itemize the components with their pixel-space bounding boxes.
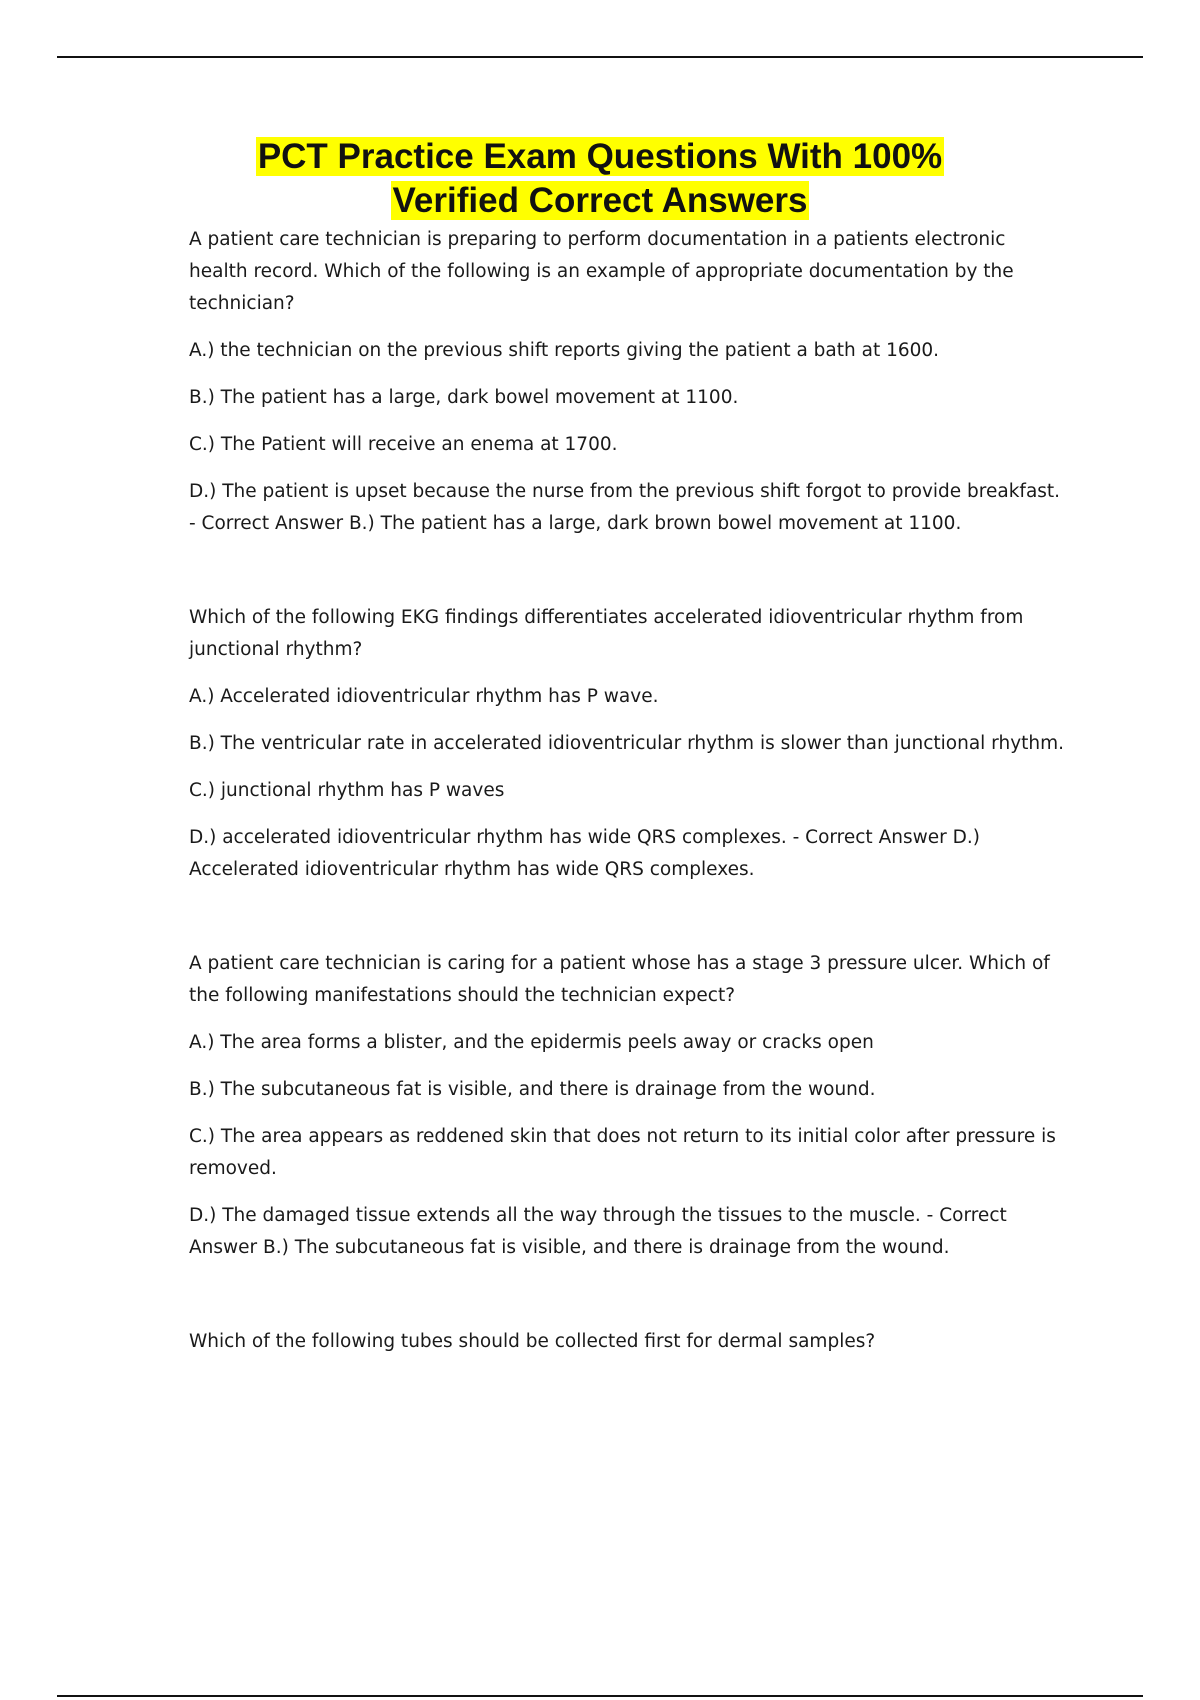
question-text: A patient care technician is preparing to perform documentation in a patients electronic health record. Which of the following is an example of appropriate documentation by the technician?	[189, 229, 1014, 314]
option-a: A.) the technician on the previous shift reports giving the patient a bath at 1600.	[189, 340, 940, 361]
option-b: B.) The subcutaneous fat is visible, and there is drainage from the wound.	[189, 1079, 876, 1100]
question-4	[189, 1326, 1069, 1358]
title-line-2: Verified Correct Answers	[392, 181, 808, 220]
top-rule	[57, 56, 1143, 58]
option-a: A.) Accelerated idioventricular rhythm has P wave.	[189, 686, 659, 707]
option-c: C.) The area appears as reddened skin that does not return to its initial color after pressure is removed.	[189, 1126, 1056, 1179]
option-b: B.) The patient has a large, dark bowel movement at 1100.	[189, 387, 739, 408]
document-title	[0, 135, 1200, 223]
question-text: Which of the following EKG findings differentiates accelerated idioventricular rhythm from junctional rhythm?	[189, 607, 1024, 660]
option-a: A.) The area forms a blister, and the epidermis peels away or cracks open	[189, 1032, 874, 1053]
option-b: B.) The ventricular rate in accelerated idioventricular rhythm is slower than junctional rhythm.	[189, 733, 1065, 754]
option-d-with-answer: D.) accelerated idioventricular rhythm has wide QRS complexes. - Correct Answer D.) Accelerated idioventricular rhythm has wide QRS complexes.	[189, 827, 980, 880]
option-c: C.) junctional rhythm has P waves	[189, 780, 505, 801]
document-body	[189, 224, 1069, 1373]
question-separator	[189, 555, 1069, 602]
question-separator	[189, 1279, 1069, 1326]
question-3	[189, 948, 1069, 1264]
question-separator	[189, 901, 1069, 948]
question-2	[189, 602, 1069, 886]
question-text: A patient care technician is caring for a patient whose has a stage 3 pressure ulcer. Which of the following manifestations should the technician expect?	[189, 953, 1050, 1006]
question-text: Which of the following tubes should be collected first for dermal samples?	[189, 1331, 876, 1352]
title-line-1: PCT Practice Exam Questions With 100%	[257, 137, 943, 176]
question-1	[189, 224, 1069, 540]
option-d-with-answer: D.) The patient is upset because the nurse from the previous shift forgot to provide breakfast. - Correct Answer B.) The patient has a large, dark brown bowel movement at 1100.	[189, 481, 1061, 534]
option-d-with-answer: D.) The damaged tissue extends all the way through the tissues to the muscle. - Correct Answer B.) The subcutaneous fat is visible, and there is drainage from the wound.	[189, 1205, 1007, 1258]
option-c: C.) The Patient will receive an enema at 1700.	[189, 434, 618, 455]
bottom-rule	[57, 1695, 1143, 1697]
